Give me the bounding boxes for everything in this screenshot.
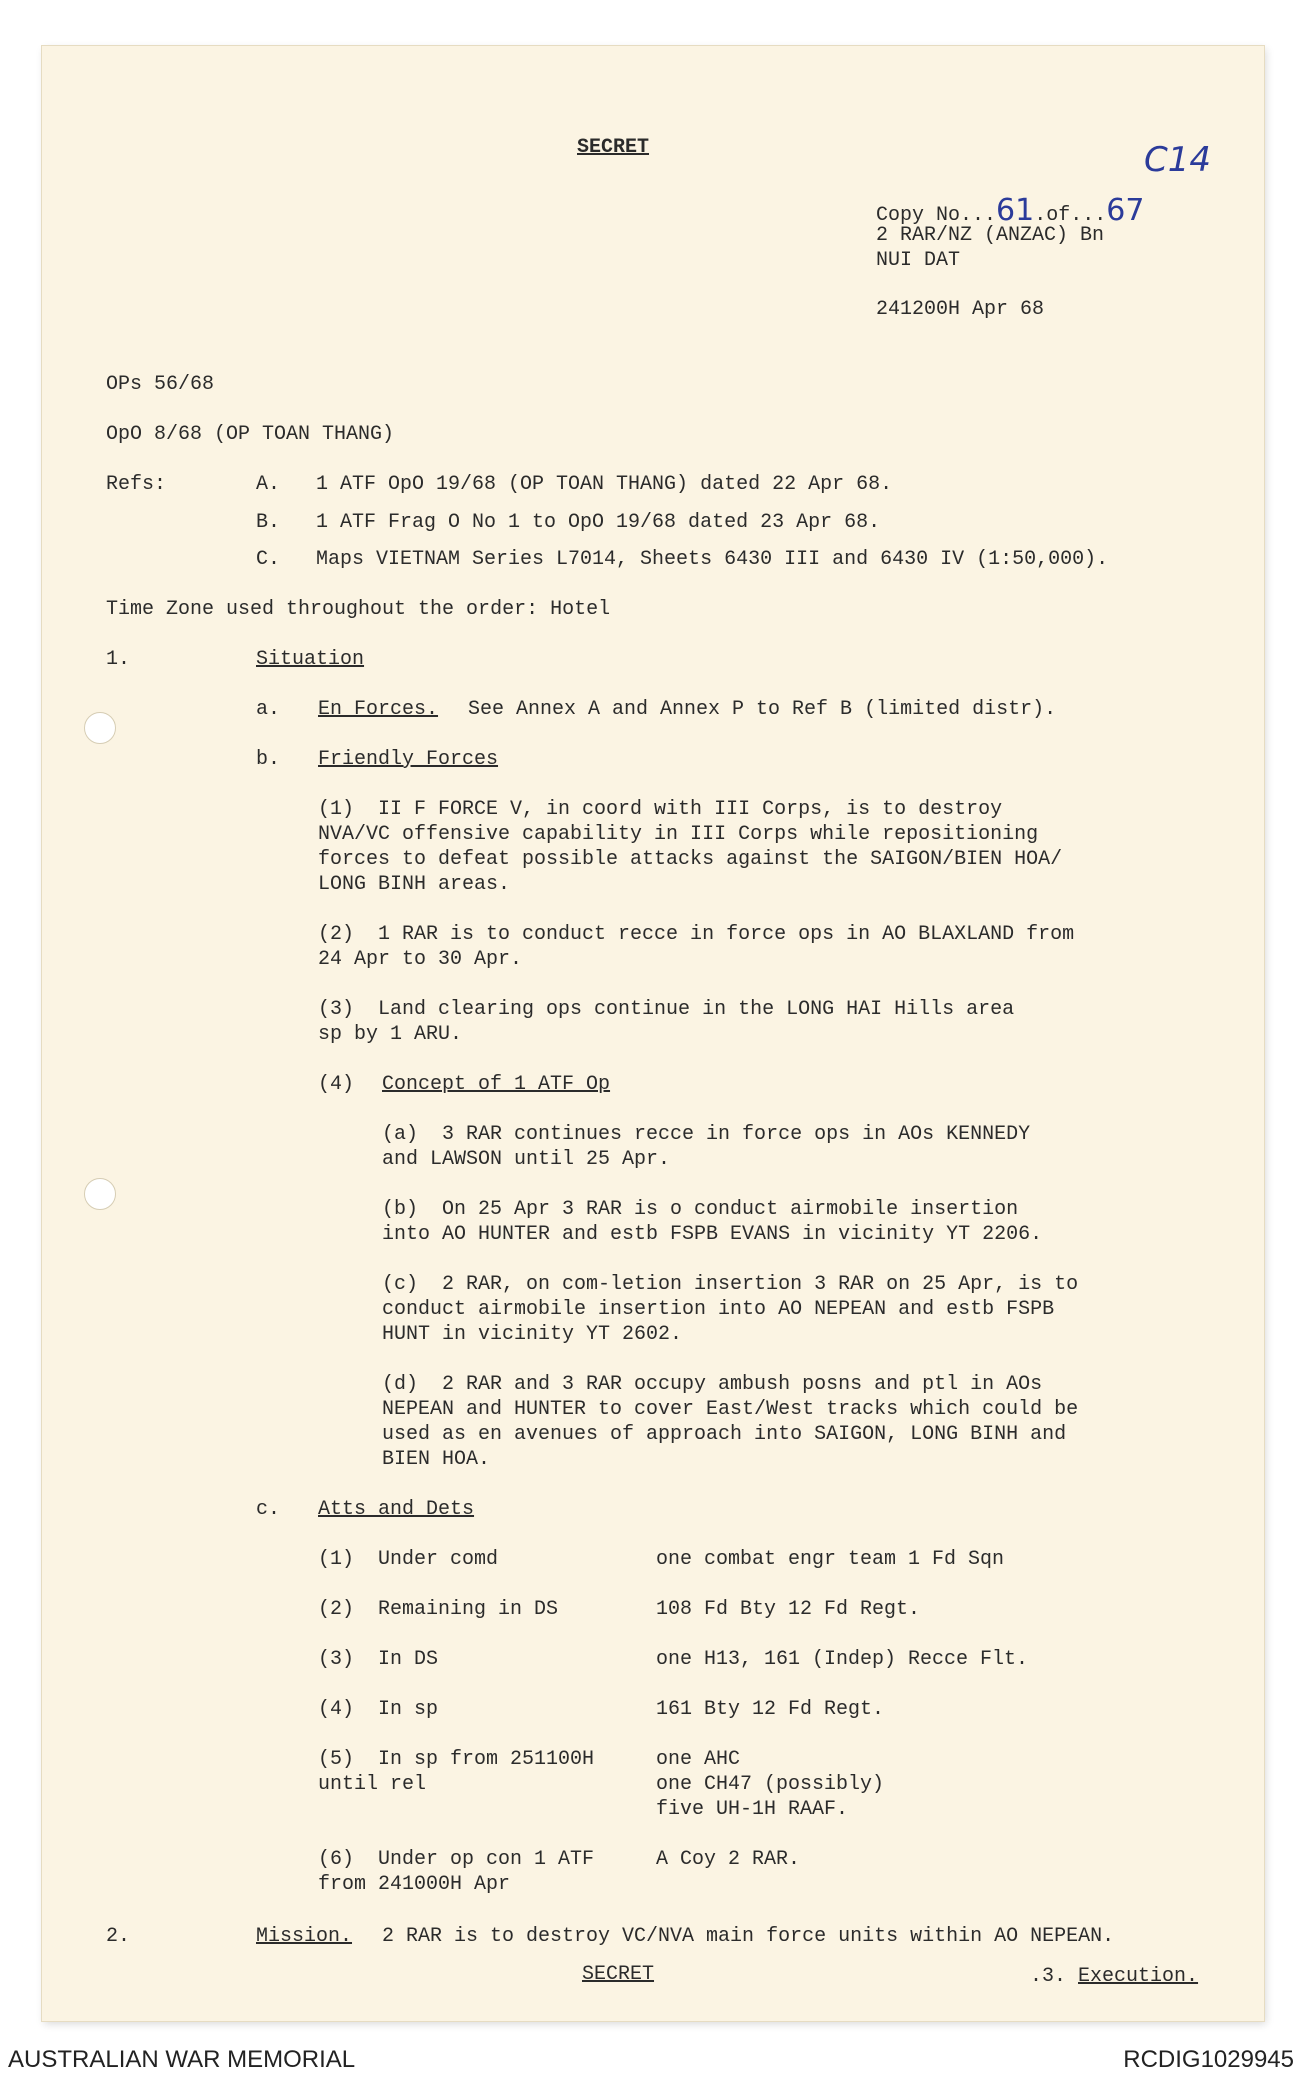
mission-heading: Mission. [256,1925,353,1948]
ref-letter: B. [256,511,281,534]
concept-d-line: BIEN HOA. [382,1448,491,1471]
classification-bottom: SECRET [582,1963,655,1986]
copy-of: of [1046,204,1071,227]
document-page [42,46,1264,2021]
ref-text: 1 ATF Frag O No 1 to OpO 19/68 dated 23 Apr 68. [316,511,881,534]
unit-designation: 2 RAR/NZ (ANZAC) Bn [876,224,1105,247]
ref-letter: A. [256,473,281,496]
concept-d-line: NEPEAN and HUNTER to cover East/West tracks which could be [382,1398,1079,1421]
friendly-forces-3-line: sp by 1 ARU. [318,1023,463,1046]
copy-label: Copy No. [876,204,973,227]
concept-b-line: into AO HUNTER and estb FSPB EVANS in vicinity YT 2206. [382,1223,1043,1246]
att-left: until rel [318,1773,427,1796]
classification-top: SECRET [577,136,650,159]
friendly-forces-1-line: NVA/VC offensive capability in III Corps while repositioning [318,823,1039,846]
time-zone-line: Time Zone used throughout the order: Hotel [106,598,611,621]
att-right: 108 Fd Bty 12 Fd Regt. [656,1598,921,1621]
concept-heading: Concept of 1 ATF Op [382,1073,611,1096]
concept-number: (4) [318,1073,355,1096]
att-right: one AHC [656,1748,741,1771]
continuation-marker: .3. Execution. [1030,1965,1199,1988]
continuation-heading: Execution. [1078,1965,1199,1988]
concept-c-line: (c) 2 RAR, on com-letion insertion 3 RAR on 25 Apr, is to [382,1273,1079,1296]
att-right: one H13, 161 (Indep) Recce Flt. [656,1648,1029,1671]
subpara-letter: b. [256,748,281,771]
friendly-forces-1-line: forces to defeat possible attacks against the SAIGON/BIEN HOA/ [318,848,1063,871]
concept-a-line: (a) 3 RAR continues recce in force ops in AOs KENNEDY [382,1123,1031,1146]
situation-heading: Situation [256,648,365,671]
friendly-forces-heading: Friendly Forces [318,748,499,771]
punch-hole [84,712,116,744]
att-left: (2) Remaining in DS [318,1598,559,1621]
para-number: 1. [106,648,131,671]
unit-location: NUI DAT [876,249,961,272]
concept-d-line: (d) 2 RAR and 3 RAR occupy ambush posns and ptl in AOs [382,1373,1043,1396]
subpara-letter: a. [256,698,281,721]
concept-a-line: and LAWSON until 25 Apr. [382,1148,671,1171]
refs-label: Refs: [106,473,167,496]
att-right: one CH47 (possibly) [656,1773,885,1796]
ref-letter: C. [256,548,281,571]
handwritten-reference: C14 [1144,140,1212,180]
att-right: A Coy 2 RAR. [656,1848,801,1871]
att-left: (4) In sp [318,1698,439,1721]
att-left: (1) Under comd [318,1548,499,1571]
copy-number-handwritten: 61 [996,193,1035,228]
ref-text: 1 ATF OpO 19/68 (OP TOAN THANG) dated 22 Apr 68. [316,473,893,496]
att-left: from 241000H Apr [318,1873,511,1896]
att-right: 161 Bty 12 Fd Regt. [656,1698,885,1721]
en-forces-heading: En Forces. [318,698,439,721]
friendly-forces-3-line: (3) Land clearing ops continue in the LONG HAI Hills area [318,998,1015,1021]
friendly-forces-1-line: LONG BINH areas. [318,873,511,896]
concept-d-line: used as en avenues of approach into SAIGON, LONG BINH and [382,1423,1067,1446]
para-number: 2. [106,1925,131,1948]
concept-c-line: HUNT in vicinity YT 2602. [382,1323,683,1346]
date-time-group: 241200H Apr 68 [876,298,1045,321]
concept-c-line: conduct airmobile insertion into AO NEPEAN and estb FSPB [382,1298,1055,1321]
ops-reference: OPs 56/68 [106,373,215,396]
order-title: OpO 8/68 (OP TOAN THANG) [106,423,395,446]
en-forces-text: See Annex A and Annex P to Ref B (limited distr). [468,698,1057,721]
copy-number-line: Copy No...61.of...67 [876,193,1145,228]
att-left: (3) In DS [318,1648,439,1671]
archive-id: RCDIG1029945 [1123,2046,1294,2073]
att-right: one combat engr team 1 Fd Sqn [656,1548,1005,1571]
atts-dets-heading: Atts and Dets [318,1498,475,1521]
archive-credit: AUSTRALIAN WAR MEMORIAL [8,2046,356,2073]
punch-hole [84,1178,116,1210]
att-left: (6) Under op con 1 ATF [318,1848,595,1871]
friendly-forces-1-line: (1) II F FORCE V, in coord with III Corps, is to destroy [318,798,1003,821]
concept-b-line: (b) On 25 Apr 3 RAR is o conduct airmobile insertion [382,1198,1019,1221]
ref-text: Maps VIETNAM Series L7014, Sheets 6430 III and 6430 IV (1:50,000). [316,548,1109,571]
friendly-forces-2-line: (2) 1 RAR is to conduct recce in force ops in AO BLAXLAND from [318,923,1075,946]
copy-total-handwritten: 67 [1106,193,1145,228]
subpara-letter: c. [256,1498,281,1521]
friendly-forces-2-line: 24 Apr to 30 Apr. [318,948,523,971]
att-right: five UH-1H RAAF. [656,1798,849,1821]
att-left: (5) In sp from 251100H [318,1748,595,1771]
mission-text: 2 RAR is to destroy VC/NVA main force units within AO NEPEAN. [382,1925,1115,1948]
